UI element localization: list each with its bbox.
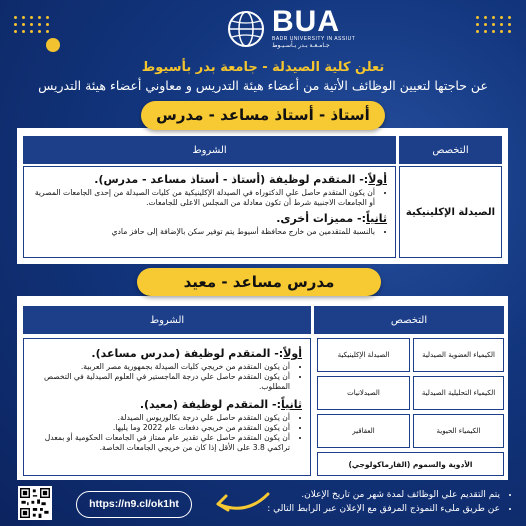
list-item: • بالنسبة للمتقدمين من خارج محافظة أسيوط يتم توفير سكن بالإضافة إلى حافز مادي (32, 227, 375, 237)
second-condition-title: ثانياً:- مميزات أخرى. (276, 212, 387, 225)
decorative-circle (46, 38, 60, 52)
announcement-title: تعلن كلية الصيدلة - جامعة بدر بأسيوط (141, 60, 385, 75)
second-condition-list (32, 413, 302, 453)
decorative-dots-left (14, 16, 50, 33)
positions-banner-staff: أستاذ - أستاذ مساعد - مدرس (141, 101, 385, 130)
qr-code-icon[interactable] (18, 486, 52, 520)
list-item: • أن يكون المتقدم حاصل علي درجة الماجستير في العلوم الصيدلية في التخصص المطلوب. (32, 372, 290, 392)
specialty-item-wide: الأدوية والسموم (الفارماكولوجي) (317, 452, 504, 476)
list-item: • أن يكون المتقدم من خريجي كليات الصيدلة بجمهورية مصر العربية. (32, 362, 290, 372)
conditions-cell (23, 166, 396, 258)
logo-abbreviation: BUA (272, 5, 340, 38)
assistant-positions-table (17, 296, 508, 480)
logo-english-name: BADR UNIVERSITY IN ASSIUT (272, 36, 356, 42)
arrow-icon (206, 486, 276, 516)
specialty-item: الصيدلانيات (317, 376, 410, 410)
logo-arabic-name: جـامـعـة بـدر بـأسـيـوط (272, 42, 330, 49)
second-condition-list (32, 227, 387, 237)
decorative-dots-right (476, 16, 512, 33)
list-item: • أن يكون المتقدم حاصل علي الدكتوراه في الصيدلة الإكلينيكية من كليات الصيدلة من إحدى الجامعات المصرية أو الجامعات الاجنبية شرط أن تكون معادلة من المجلس الاعلى للجامعات. (32, 188, 375, 208)
first-condition-title: أولاً:- المتقدم لوظيفة (مدرس مساعد). (91, 347, 302, 360)
first-condition-list (32, 362, 302, 392)
application-link[interactable]: https://n9.cl/ok1ht (76, 491, 192, 518)
second-condition-title: ثانياً:- المتقدم لوظيفة (معيد). (139, 398, 302, 411)
globe-icon (226, 9, 266, 49)
list-item: • أن يكون المتقدم حاصل علي تقدير عام ممتاز في الجامعات الحكومية أو بمعدل تراكمي 3.8 على الأقل إذا كان من خريجي الجامعات الخاصة. (32, 433, 290, 453)
specialty-item: الصيدلة الإكلينيكية (317, 338, 410, 372)
announcement-subtitle: عن حاجتها لتعيين الوظائف الأتية من أعضاء هيئة التدريس و معاوني أعضاء هيئة التدريس (38, 78, 488, 93)
column-header-conditions: الشروط (23, 136, 396, 164)
staff-positions-table (17, 128, 508, 264)
specialty-item: الكيمياء الحيوية (413, 414, 504, 448)
first-condition-title: أولاً:- المتقدم لوظيفة (أستاذ - أستاذ مساعد - مدرس). (94, 173, 387, 186)
positions-banner-assistants: مدرس مساعد - معيد (137, 268, 381, 296)
application-info (267, 488, 512, 516)
specialty-item: الكيمياء التحليلية الصيدلية (413, 376, 504, 410)
specialty-item: العقاقير (317, 414, 410, 448)
list-item: • يتم التقديم علي الوظائف لمدة شهر من تاريخ الإعلان. (267, 488, 500, 502)
column-header-specialty: التخصص (314, 306, 504, 334)
list-item: • أن يكون المتقدم حاصل علي درجة بكالوريوس الصيدلة. (32, 413, 290, 423)
first-condition-list (32, 188, 387, 208)
list-item: • عن طريق ملىء النموذج المرفق مع الإعلان عبر الرابط التالي : (267, 502, 500, 516)
list-item: • أن يكون المتقدم من خريجي دفعات عام 2022 وما يليها. (32, 423, 290, 433)
specialty-item: الكيمياء العضوية الصيدلية (413, 338, 504, 372)
university-logo (226, 5, 356, 49)
column-header-specialty: التخصص (399, 136, 502, 164)
specialty-cell: الصيدلة الإكلينيكية (399, 166, 502, 258)
conditions-cell (23, 338, 311, 476)
column-header-conditions: الشروط (23, 306, 311, 334)
